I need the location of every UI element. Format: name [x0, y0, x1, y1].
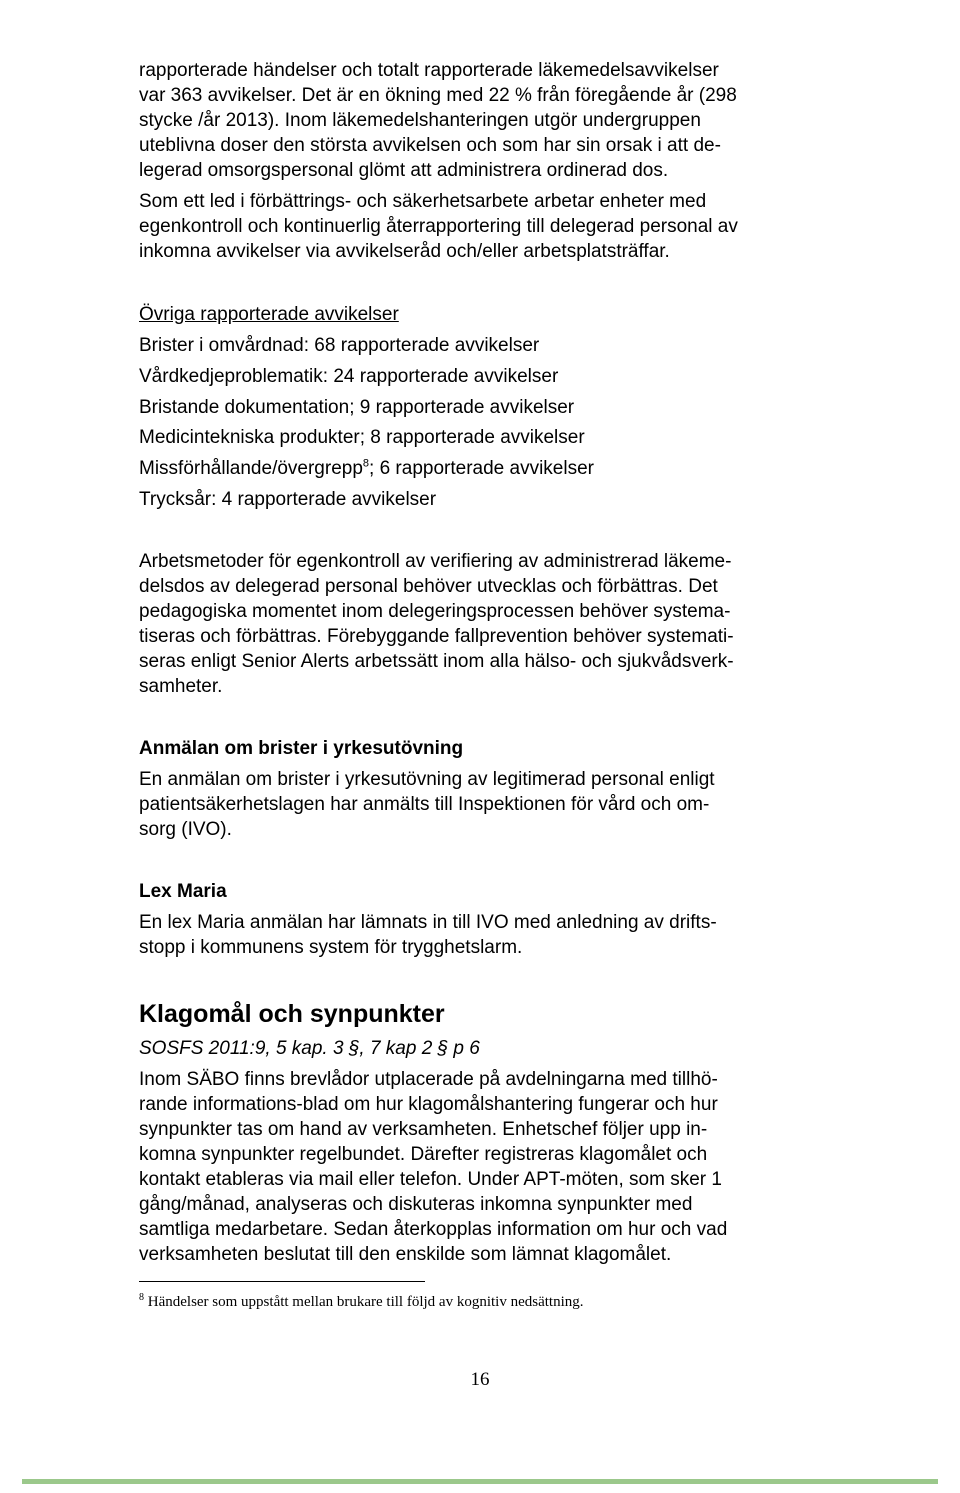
body-line: Inom SÄBO finns brevlådor utplacerade på avdelningarna med tillhö- — [139, 1069, 718, 1090]
list-item — [139, 456, 594, 481]
body-line: Arbetsmetoder för egenkontroll av verifiering av administrerad läkeme- — [139, 551, 732, 572]
body-line: stopp i kommunens system för trygghetslarm. — [139, 937, 523, 958]
body-line: komna synpunkter regelbundet. Därefter registreras klagomålet och — [139, 1144, 708, 1165]
lexmaria-heading: Lex Maria — [139, 881, 227, 902]
list-item-text: ; 6 rapporterade avvikelser — [369, 458, 594, 479]
list-item: Brister i omvårdnad: 68 rapporterade avvikelser — [139, 335, 540, 356]
footnote-text: Händelser som uppstått mellan brukare till följd av kognitiv nedsättning. — [144, 1294, 584, 1310]
body-line: En anmälan om brister i yrkesutövning av legitimerad personal enligt — [139, 769, 715, 790]
body-line: rande informations-blad om hur klagomålshantering fungerar och hur — [139, 1094, 718, 1115]
list-item: Bristande dokumentation; 9 rapporterade avvikelser — [139, 397, 575, 418]
body-line: verksamheten beslutat till den enskilde som lämnat klagomålet. — [139, 1244, 672, 1265]
list-item: Medicintekniska produkter; 8 rapporterade avvikelser — [139, 427, 585, 448]
body-line: var 363 avvikelser. Det är en ökning med 22 % från föregående år (298 — [139, 85, 737, 106]
anmalan-heading: Anmälan om brister i yrkesutövning — [139, 738, 464, 759]
body-line: inkomna avvikelser via avvikelseråd och/eller arbetsplatsträffar. — [139, 241, 670, 262]
body-line: legerad omsorgspersonal glömt att administrera ordinerad dos. — [139, 160, 669, 181]
body-line: samtliga medarbetare. Sedan återkopplas information om hur och vad — [139, 1219, 728, 1240]
page-number: 16 — [470, 1369, 490, 1390]
footnote-number: 8 — [139, 1292, 144, 1303]
footnote — [139, 1292, 584, 1312]
list-item: Trycksår: 4 rapporterade avvikelser — [139, 489, 437, 510]
body-line: seras enligt Senior Alerts arbetssätt inom alla hälso- och sjukvådsverk- — [139, 651, 734, 672]
footnote-reference: 8 — [362, 457, 370, 470]
footnote-separator — [139, 1281, 425, 1282]
body-line: rapporterade händelser och totalt rapporterade läkemedelsavvikelser — [139, 60, 719, 81]
body-line: Som ett led i förbättrings- och säkerhetsarbete arbetar enheter med — [139, 191, 707, 212]
body-line: gång/månad, analyseras och diskuteras inkomna synpunkter med — [139, 1194, 693, 1215]
body-line: pedagogiska momentet inom delegeringsprocessen behöver systema- — [139, 601, 731, 622]
body-line: kontakt etableras via mail eller telefon. Under APT-möten, som sker 1 — [139, 1169, 722, 1190]
legal-reference: SOSFS 2011:9, 5 kap. 3 §, 7 kap 2 § p 6 — [139, 1038, 480, 1059]
footer-rule — [22, 1479, 938, 1484]
list-item: Vårdkedjeproblematik: 24 rapporterade avvikelser — [139, 366, 559, 387]
body-line: sorg (IVO). — [139, 819, 232, 840]
body-line: stycke /år 2013). Inom läkemedelshanteringen utgör undergruppen — [139, 110, 701, 131]
ovriga-heading: Övriga rapporterade avvikelser — [139, 304, 399, 325]
body-line: tiseras och förbättras. Förebyggande fallprevention behöver systemati- — [139, 626, 734, 647]
body-line: samheter. — [139, 676, 223, 697]
body-line: synpunkter tas om hand av verksamheten. Enhetschef följer upp in- — [139, 1119, 708, 1140]
body-line: patientsäkerhetslagen har anmälts till Inspektionen för vård och om- — [139, 794, 710, 815]
body-line: En lex Maria anmälan har lämnats in till IVO med anledning av drifts- — [139, 912, 717, 933]
list-item-text: Missförhållande/övergrepp — [139, 458, 363, 479]
klagomal-heading: Klagomål och synpunkter — [139, 1000, 445, 1028]
body-line: egenkontroll och kontinuerlig återrapportering till delegerad personal av — [139, 216, 738, 237]
body-line: uteblivna doser den största avvikelsen och som har sin orsak i att de- — [139, 135, 721, 156]
body-line: delsdos av delegerad personal behöver utvecklas och förbättras. Det — [139, 576, 718, 597]
